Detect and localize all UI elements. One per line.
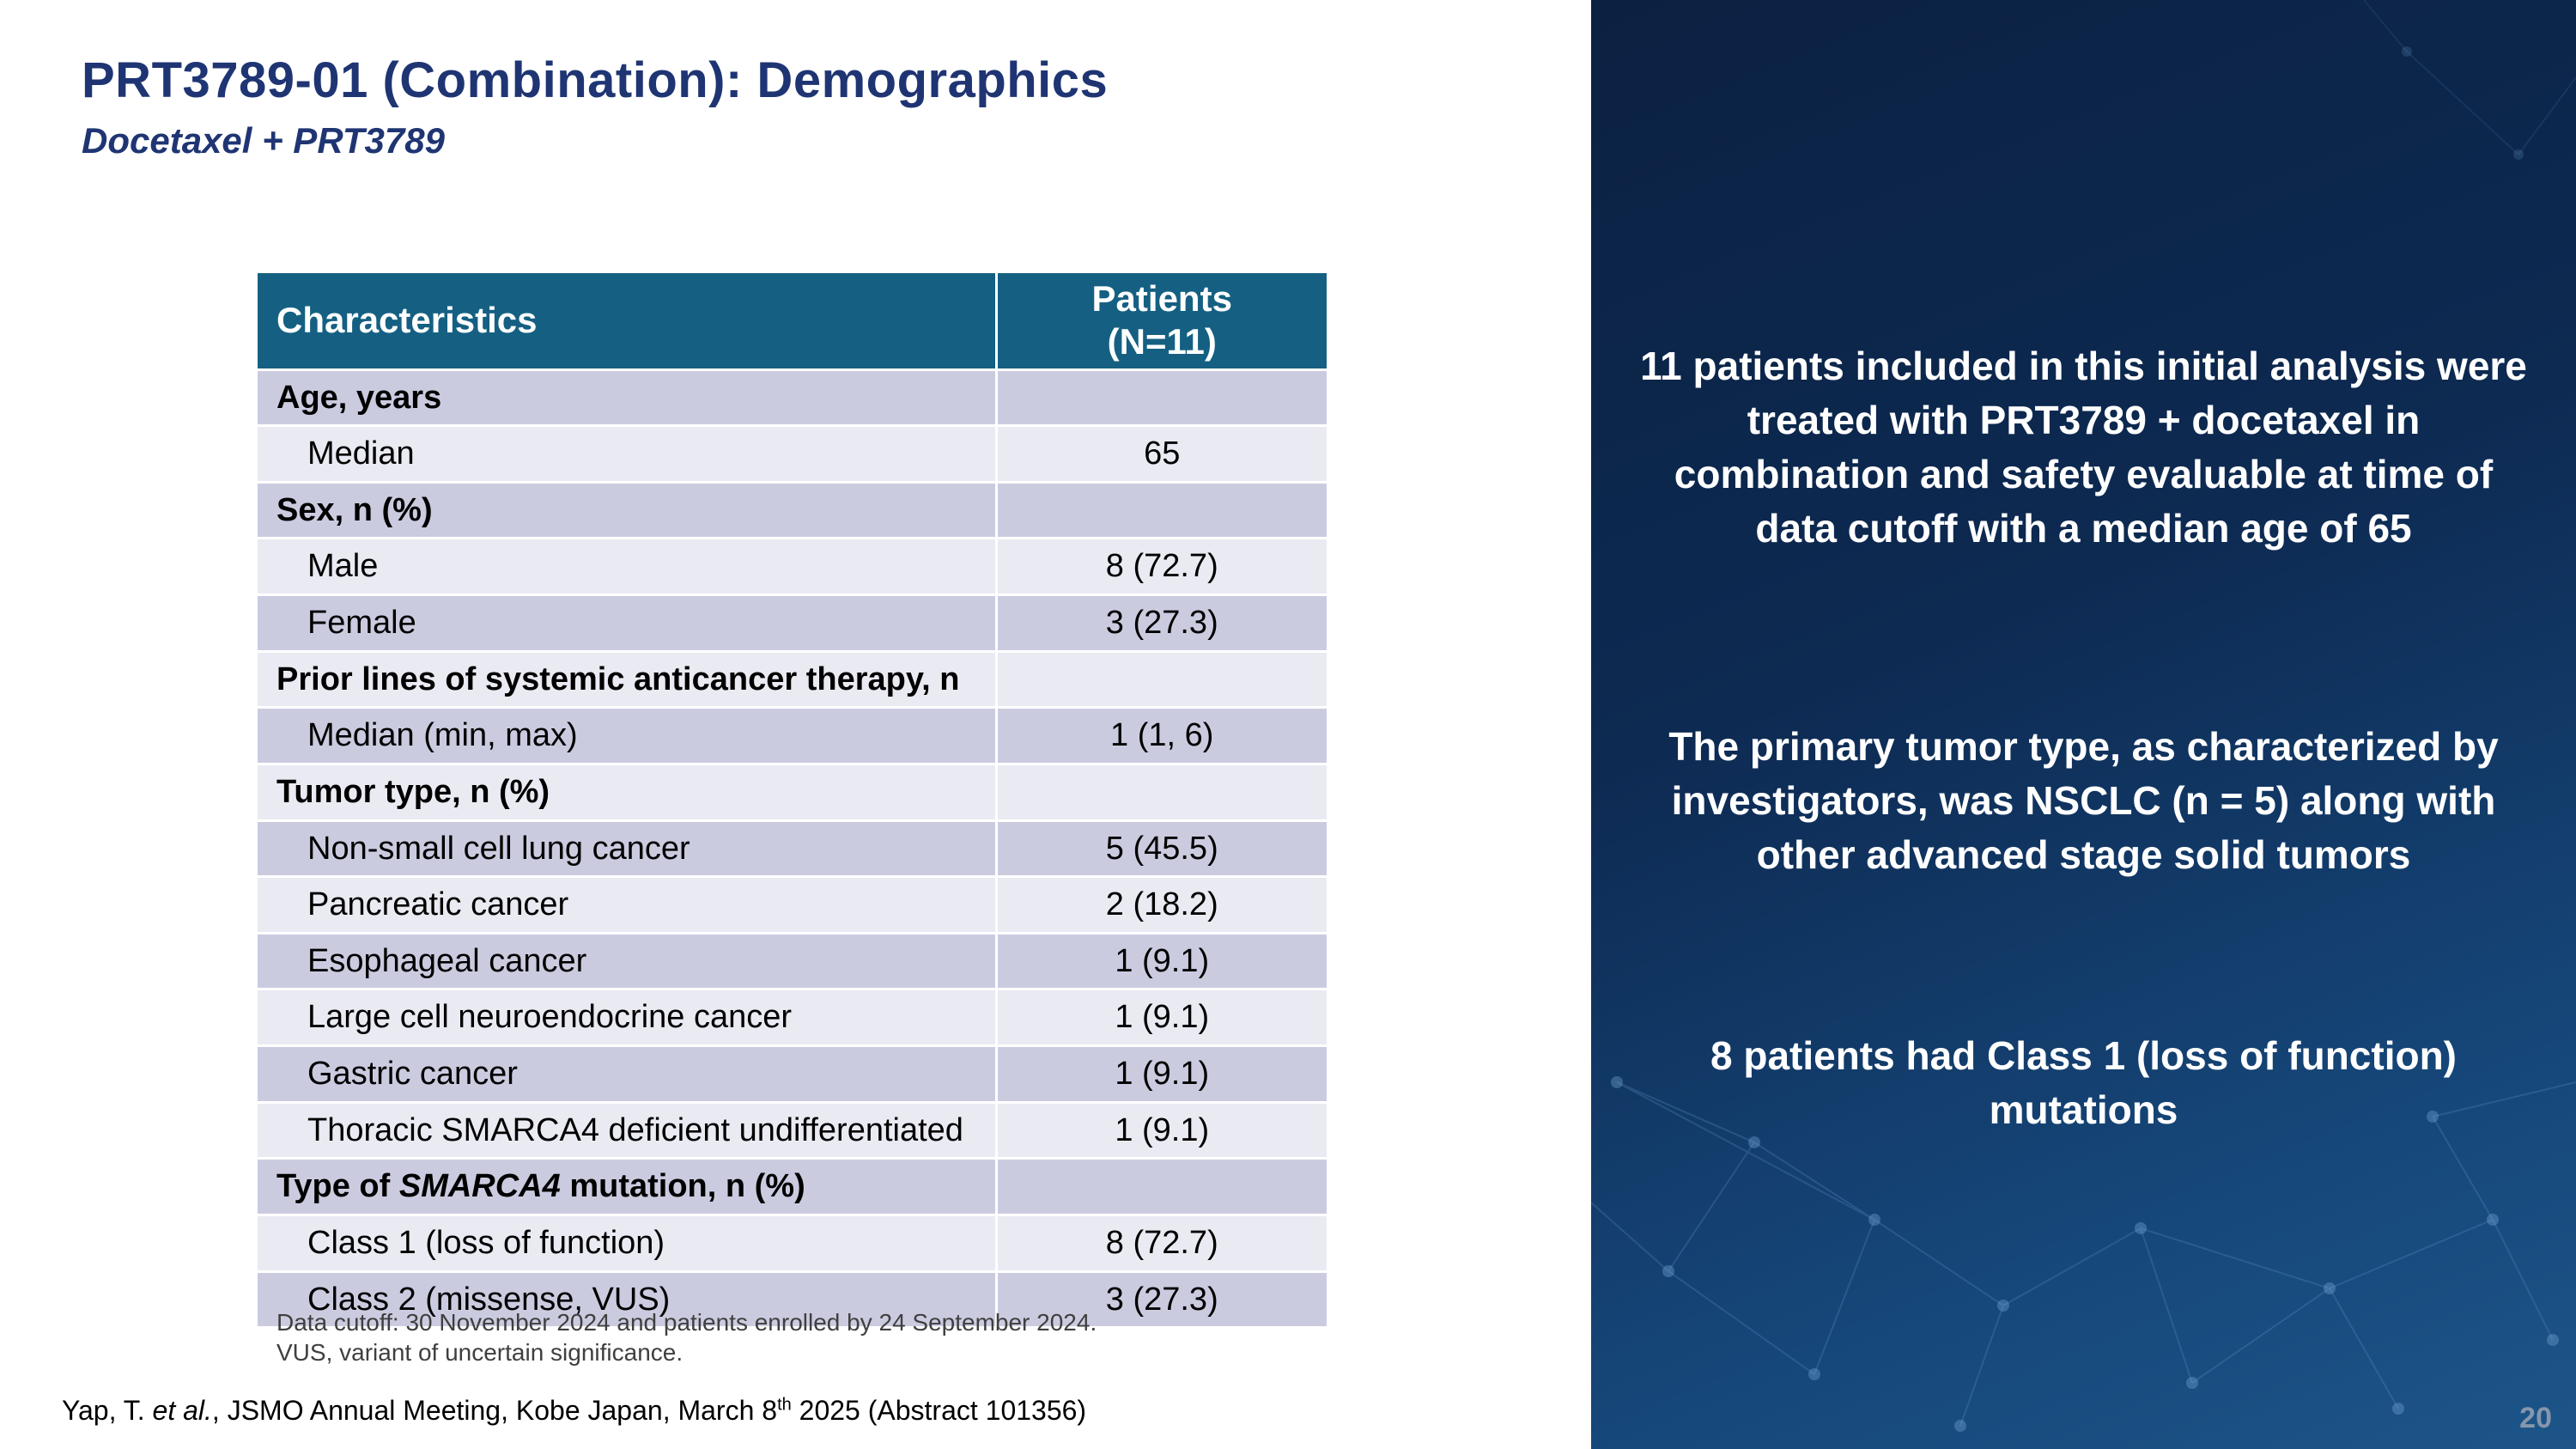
header-characteristics: Characteristics — [258, 273, 996, 369]
row-label: Non-small cell lung cancer — [258, 820, 996, 877]
table-header-row — [258, 273, 1327, 369]
table-row — [258, 820, 1327, 877]
row-value — [996, 369, 1327, 426]
row-value — [996, 482, 1327, 539]
table-row — [258, 426, 1327, 483]
header-patients-line1: Patients — [1091, 277, 1232, 319]
row-label: Thoracic SMARCA4 deficient undifferentiated — [258, 1102, 996, 1159]
row-label — [258, 1159, 996, 1215]
table-row — [258, 989, 1327, 1046]
row-value: 8 (72.7) — [996, 1215, 1327, 1271]
row-label: Esophageal cancer — [258, 933, 996, 989]
row-label: Pancreatic cancer — [258, 877, 996, 934]
header-patients — [996, 273, 1327, 369]
row-label: Prior lines of systemic anticancer therapy, n — [258, 651, 996, 708]
row-value: 1 (9.1) — [996, 1102, 1327, 1159]
footnote-line2: VUS, variant of uncertain significance. — [276, 1339, 683, 1366]
citation-superscript: th — [777, 1395, 792, 1415]
summary-panel — [1591, 0, 2576, 1449]
row-label: Gastric cancer — [258, 1046, 996, 1103]
row-value: 1 (1, 6) — [996, 708, 1327, 764]
summary-text-2: The primary tumor type, as characterized by investigators, was NSCLC (n = 5) along with other advanced stage solid tumors — [1668, 724, 2499, 878]
table-row — [258, 539, 1327, 595]
table-row — [258, 764, 1327, 820]
row-label: Class 1 (loss of function) — [258, 1215, 996, 1271]
row-label: Large cell neuroendocrine cancer — [258, 989, 996, 1046]
table-row — [258, 651, 1327, 708]
row-label: Sex, n (%) — [258, 482, 996, 539]
row-value: 5 (45.5) — [996, 820, 1327, 877]
header-patients-line2: (N=11) — [1107, 321, 1217, 362]
row-value: 65 — [996, 426, 1327, 483]
citation-part: 2025 (Abstract 101356) — [791, 1395, 1087, 1426]
citation-etal: et al. — [152, 1395, 212, 1426]
citation-part: , JSMO Annual Meeting, Kobe Japan, March 8 — [211, 1395, 778, 1426]
footnote — [276, 1307, 1097, 1367]
row-label-part: mutation, n (%) — [560, 1168, 805, 1205]
page-number: 20 — [2519, 1402, 2552, 1434]
page-subtitle: Docetaxel + PRT3789 — [82, 120, 445, 161]
row-label: Female — [258, 595, 996, 652]
row-label-part: Type of — [276, 1168, 399, 1205]
row-value: 1 (9.1) — [996, 989, 1327, 1046]
row-value — [996, 1159, 1327, 1215]
row-label: Median — [258, 426, 996, 483]
table-row — [258, 369, 1327, 426]
citation-part: Yap, T. — [62, 1395, 153, 1426]
row-value: 1 (9.1) — [996, 933, 1327, 989]
row-label: Age, years — [258, 369, 996, 426]
row-value: 3 (27.3) — [996, 1271, 1327, 1328]
row-label: Median (min, max) — [258, 708, 996, 764]
row-value: 8 (72.7) — [996, 539, 1327, 595]
table-row — [258, 595, 1327, 652]
row-value: 3 (27.3) — [996, 595, 1327, 652]
summary-text-1: 11 patients included in this initial analysis were treated with PRT3789 + docetaxel in combination and safety evaluable at time of data cutoff with a median age of 65 — [1640, 344, 2527, 551]
row-label: Tumor type, n (%) — [258, 764, 996, 820]
table-row — [258, 933, 1327, 989]
row-label-gene: SMARCA4 — [398, 1168, 561, 1205]
citation — [62, 1395, 1086, 1427]
row-value — [996, 764, 1327, 820]
table-row — [258, 1046, 1327, 1103]
footnote-line1: Data cutoff: 30 November 2024 and patients enrolled by 24 September 2024. — [276, 1309, 1097, 1336]
row-value — [996, 651, 1327, 708]
summary-text-3: 8 patients had Class 1 (loss of function) mutations — [1710, 1033, 2457, 1133]
table-row — [258, 708, 1327, 764]
table-row — [258, 1159, 1327, 1215]
row-label: Male — [258, 539, 996, 595]
table-row — [258, 877, 1327, 934]
row-value: 2 (18.2) — [996, 877, 1327, 934]
table-row — [258, 1102, 1327, 1159]
row-value: 1 (9.1) — [996, 1046, 1327, 1103]
demographics-table — [258, 273, 1327, 1329]
row-label: Class 2 (missense, VUS) — [258, 1271, 996, 1328]
table-row — [258, 1215, 1327, 1271]
table-row — [258, 482, 1327, 539]
page-title: PRT3789-01 (Combination): Demographics — [82, 52, 1109, 108]
